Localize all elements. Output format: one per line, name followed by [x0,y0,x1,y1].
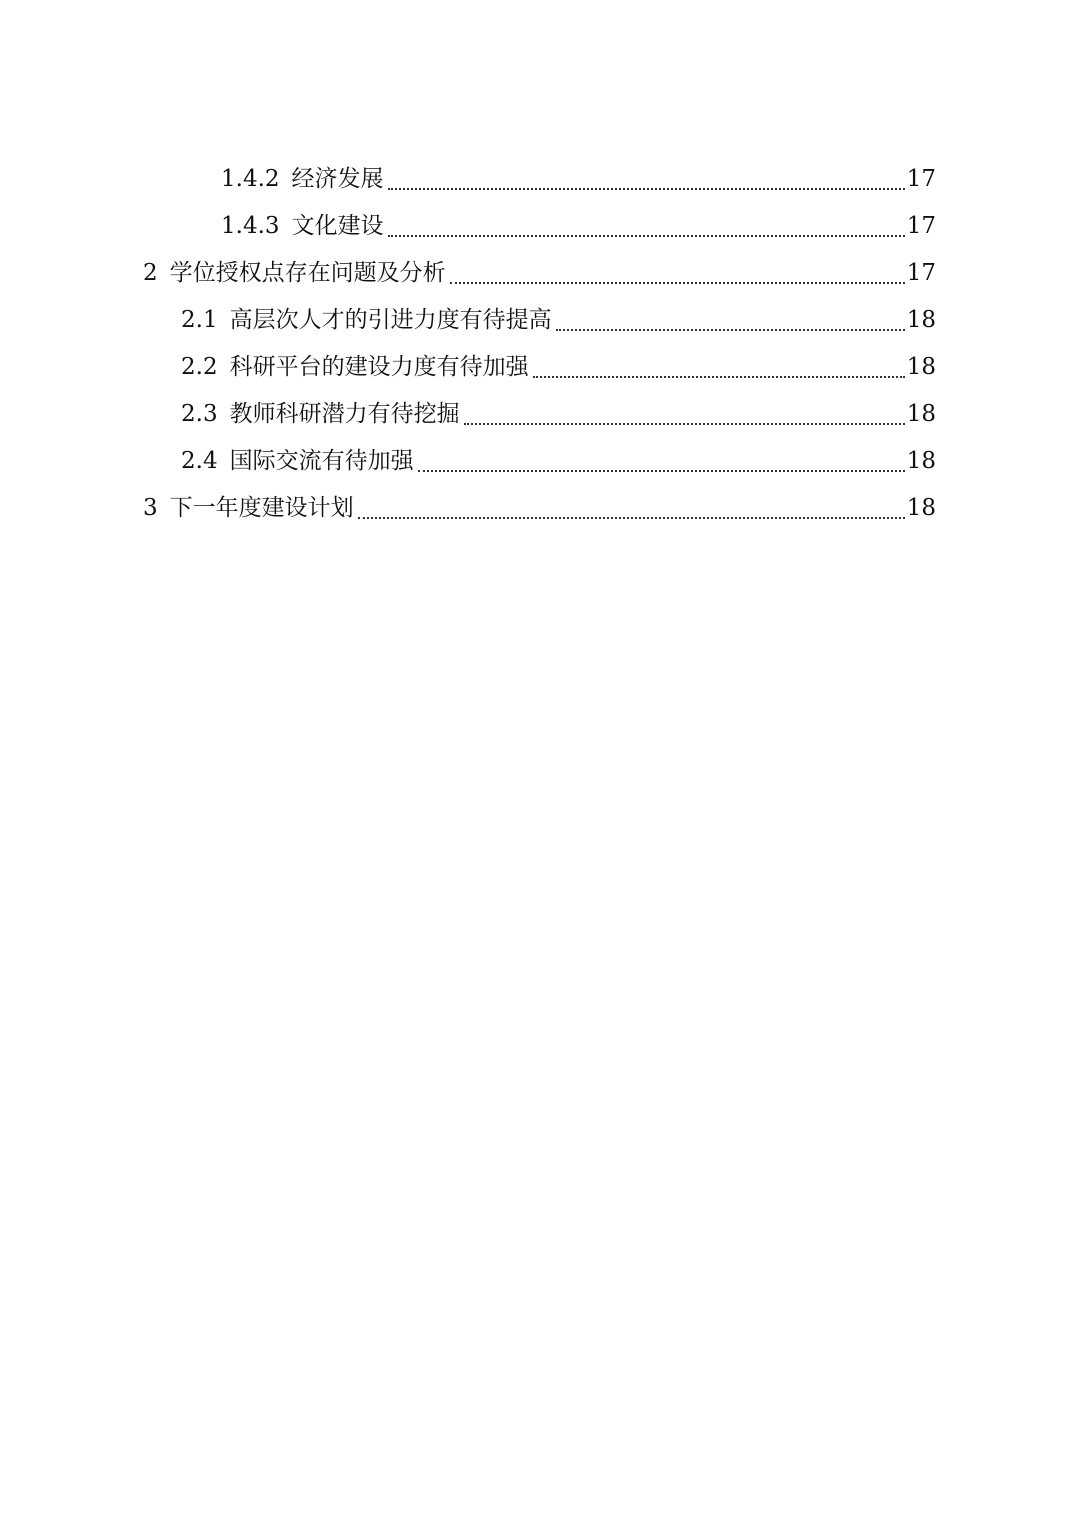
toc-entry-number: 2.4 [181,448,218,474]
toc-entry-number: 2 [143,260,158,286]
toc-entry-page: 17 [906,213,936,239]
toc-entry-2-4[interactable] [181,441,936,481]
dot-leader [358,488,905,528]
dot-leader [450,253,905,293]
toc-entry-title: 高层次人才的引进力度有待提高 [229,307,552,333]
dot-leader [533,347,905,387]
toc-entry-2-2[interactable] [181,347,936,387]
toc-entry-page: 18 [906,448,936,474]
toc-entry-title: 学位授权点存在问题及分析 [169,260,446,286]
toc-entry-title: 下一年度建设计划 [169,495,354,521]
toc-entry-number: 2.1 [181,307,218,333]
toc-entry-1-4-3[interactable] [221,206,936,246]
dot-leader [464,394,905,434]
toc-entry-page: 17 [906,260,936,286]
toc-entry-page: 18 [906,307,936,333]
toc-entry-title: 经济发展 [291,166,384,192]
toc-entry-page: 18 [906,495,936,521]
dot-leader [388,159,905,199]
toc-entry-number: 2.3 [181,401,218,427]
toc-entry-2[interactable] [143,253,936,293]
dot-leader [388,206,905,246]
toc-entry-page: 17 [906,166,936,192]
toc-entry-page: 18 [906,401,936,427]
toc-entry-title: 教师科研潜力有待挖掘 [229,401,460,427]
toc-entry-page: 18 [906,354,936,380]
toc-entry-3[interactable] [143,488,936,528]
toc-entry-number: 1.4.2 [221,166,280,192]
toc-entry-title: 科研平台的建设力度有待加强 [229,354,529,380]
toc-entry-2-3[interactable] [181,394,936,434]
toc-entry-number: 2.2 [181,354,218,380]
dot-leader [418,441,905,481]
toc-entry-title: 文化建设 [291,213,384,239]
toc-entry-title: 国际交流有待加强 [229,448,414,474]
toc-entry-1-4-2[interactable] [221,159,936,199]
toc-entry-number: 3 [143,495,158,521]
dot-leader [556,300,905,340]
toc-entry-number: 1.4.3 [221,213,280,239]
toc-entry-2-1[interactable] [181,300,936,340]
